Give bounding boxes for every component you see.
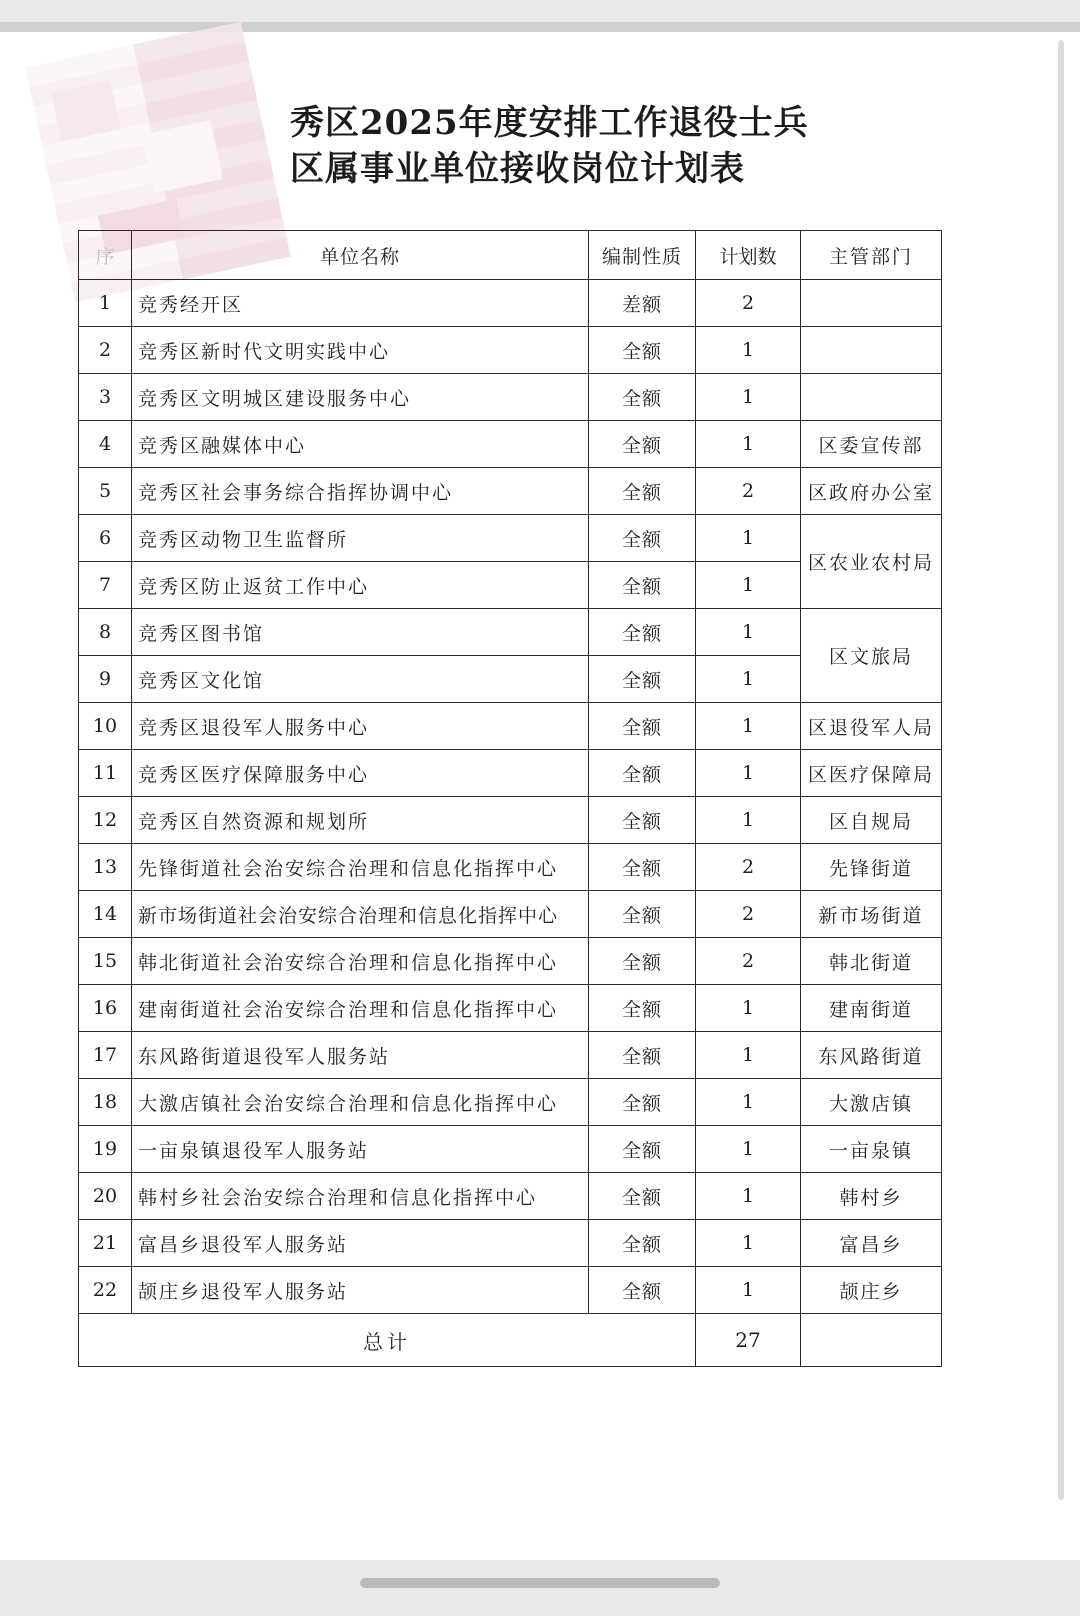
row-type: 全额 [589,750,696,797]
row-type: 全额 [589,1173,696,1220]
row-count: 1 [696,656,801,703]
row-count: 2 [696,891,801,938]
table-header-row [79,231,942,280]
table-row [79,938,942,985]
row-name: 先锋街道社会治安综合治理和信息化指挥中心 [132,844,589,891]
row-no: 17 [79,1032,132,1079]
row-type: 全额 [589,1032,696,1079]
table-row [79,985,942,1032]
row-name: 新市场街道社会治安综合治理和信息化指挥中心 [132,891,589,938]
row-count: 2 [696,938,801,985]
row-count: 1 [696,1267,801,1314]
total-label: 总计 [79,1314,696,1367]
row-name: 韩北街道社会治安综合治理和信息化指挥中心 [132,938,589,985]
row-dept: 区政府办公室 [801,468,942,515]
row-no: 13 [79,844,132,891]
row-name: 竞秀区融媒体中心 [132,421,589,468]
row-type: 差额 [589,280,696,327]
row-name: 竞秀区新时代文明实践中心 [132,327,589,374]
row-dept: 韩村乡 [801,1173,942,1220]
header-dept: 主管部门 [801,231,942,280]
row-type: 全额 [589,797,696,844]
row-dept [801,280,942,327]
row-count: 1 [696,1032,801,1079]
row-type: 全额 [589,1267,696,1314]
row-dept: 颉庄乡 [801,1267,942,1314]
row-name: 竞秀区社会事务综合指挥协调中心 [132,468,589,515]
row-no: 3 [79,374,132,421]
row-type: 全额 [589,421,696,468]
table-row [79,515,942,562]
row-name: 建南街道社会治安综合治理和信息化指挥中心 [132,985,589,1032]
row-name: 竞秀区退役军人服务中心 [132,703,589,750]
table-row [79,1220,942,1267]
row-type: 全额 [589,468,696,515]
row-dept: 区退役军人局 [801,703,942,750]
total-count: 27 [696,1314,801,1367]
row-dept: 大激店镇 [801,1079,942,1126]
row-count: 1 [696,421,801,468]
table-row [79,703,942,750]
row-count: 1 [696,1079,801,1126]
row-no: 10 [79,703,132,750]
title-line-2: 区属事业单位接收岗位计划表 [290,149,745,189]
row-name: 竞秀区图书馆 [132,609,589,656]
table-row [79,327,942,374]
row-type: 全额 [589,938,696,985]
row-no: 15 [79,938,132,985]
row-type: 全额 [589,985,696,1032]
row-name: 一亩泉镇退役军人服务站 [132,1126,589,1173]
row-type: 全额 [589,609,696,656]
row-count: 1 [696,374,801,421]
row-no: 2 [79,327,132,374]
row-count: 1 [696,562,801,609]
row-count: 2 [696,280,801,327]
row-count: 1 [696,609,801,656]
row-count: 1 [696,327,801,374]
row-count: 2 [696,468,801,515]
home-indicator[interactable] [360,1578,720,1588]
table-row [79,891,942,938]
row-no: 21 [79,1220,132,1267]
row-name: 竞秀区文明城区建设服务中心 [132,374,589,421]
table-row [79,1126,942,1173]
scrollbar[interactable] [1058,40,1064,1500]
row-type: 全额 [589,656,696,703]
row-type: 全额 [589,1220,696,1267]
row-count: 1 [696,1220,801,1267]
row-count: 1 [696,797,801,844]
total-dept [801,1314,942,1367]
row-count: 2 [696,844,801,891]
plan-table [78,230,942,1367]
row-name: 竞秀经开区 [132,280,589,327]
row-dept: 区文旅局 [801,609,942,703]
row-no: 9 [79,656,132,703]
row-name: 韩村乡社会治安综合治理和信息化指挥中心 [132,1173,589,1220]
row-dept: 区自规局 [801,797,942,844]
row-name: 富昌乡退役军人服务站 [132,1220,589,1267]
table-row [79,374,942,421]
table-row [79,468,942,515]
row-name: 颉庄乡退役军人服务站 [132,1267,589,1314]
row-no: 7 [79,562,132,609]
row-dept: 韩北街道 [801,938,942,985]
row-dept: 富昌乡 [801,1220,942,1267]
row-type: 全额 [589,844,696,891]
row-type: 全额 [589,703,696,750]
table-row [79,1173,942,1220]
row-no: 20 [79,1173,132,1220]
table-row [79,421,942,468]
table-row [79,1032,942,1079]
row-type: 全额 [589,1126,696,1173]
table-row [79,1267,942,1314]
table-row [79,844,942,891]
document-title [290,100,990,192]
header-count: 计划数 [696,231,801,280]
row-no: 1 [79,280,132,327]
row-dept: 新市场街道 [801,891,942,938]
row-dept [801,374,942,421]
row-dept: 区医疗保障局 [801,750,942,797]
row-name: 竞秀区自然资源和规划所 [132,797,589,844]
header-name: 单位名称 [132,231,589,280]
row-type: 全额 [589,515,696,562]
top-bar [0,22,1080,32]
row-no: 12 [79,797,132,844]
title-line-1: 秀区2025年度安排工作退役士兵 [290,103,809,143]
row-dept [801,327,942,374]
row-no: 16 [79,985,132,1032]
row-type: 全额 [589,562,696,609]
row-dept: 东风路街道 [801,1032,942,1079]
row-count: 1 [696,985,801,1032]
row-count: 1 [696,1173,801,1220]
row-type: 全额 [589,891,696,938]
row-name: 竞秀区防止返贫工作中心 [132,562,589,609]
row-count: 1 [696,703,801,750]
row-name: 竞秀区动物卫生监督所 [132,515,589,562]
row-name: 东风路街道退役军人服务站 [132,1032,589,1079]
row-dept: 区委宣传部 [801,421,942,468]
row-dept: 区农业农村局 [801,515,942,609]
table-row [79,750,942,797]
row-no: 6 [79,515,132,562]
row-no: 4 [79,421,132,468]
row-name: 竞秀区医疗保障服务中心 [132,750,589,797]
row-dept: 建南街道 [801,985,942,1032]
table-row [79,1079,942,1126]
row-no: 22 [79,1267,132,1314]
row-no: 18 [79,1079,132,1126]
row-dept: 一亩泉镇 [801,1126,942,1173]
table-row [79,609,942,656]
row-type: 全额 [589,374,696,421]
table-row [79,280,942,327]
row-no: 19 [79,1126,132,1173]
row-count: 1 [696,515,801,562]
row-count: 1 [696,1126,801,1173]
total-row [79,1314,942,1367]
row-count: 1 [696,750,801,797]
header-type: 编制性质 [589,231,696,280]
row-name: 大激店镇社会治安综合治理和信息化指挥中心 [132,1079,589,1126]
row-dept: 先锋街道 [801,844,942,891]
row-no: 14 [79,891,132,938]
row-type: 全额 [589,327,696,374]
row-no: 8 [79,609,132,656]
row-name: 竞秀区文化馆 [132,656,589,703]
row-no: 11 [79,750,132,797]
header-no: 序 [79,231,132,280]
row-type: 全额 [589,1079,696,1126]
table-row [79,797,942,844]
row-no: 5 [79,468,132,515]
